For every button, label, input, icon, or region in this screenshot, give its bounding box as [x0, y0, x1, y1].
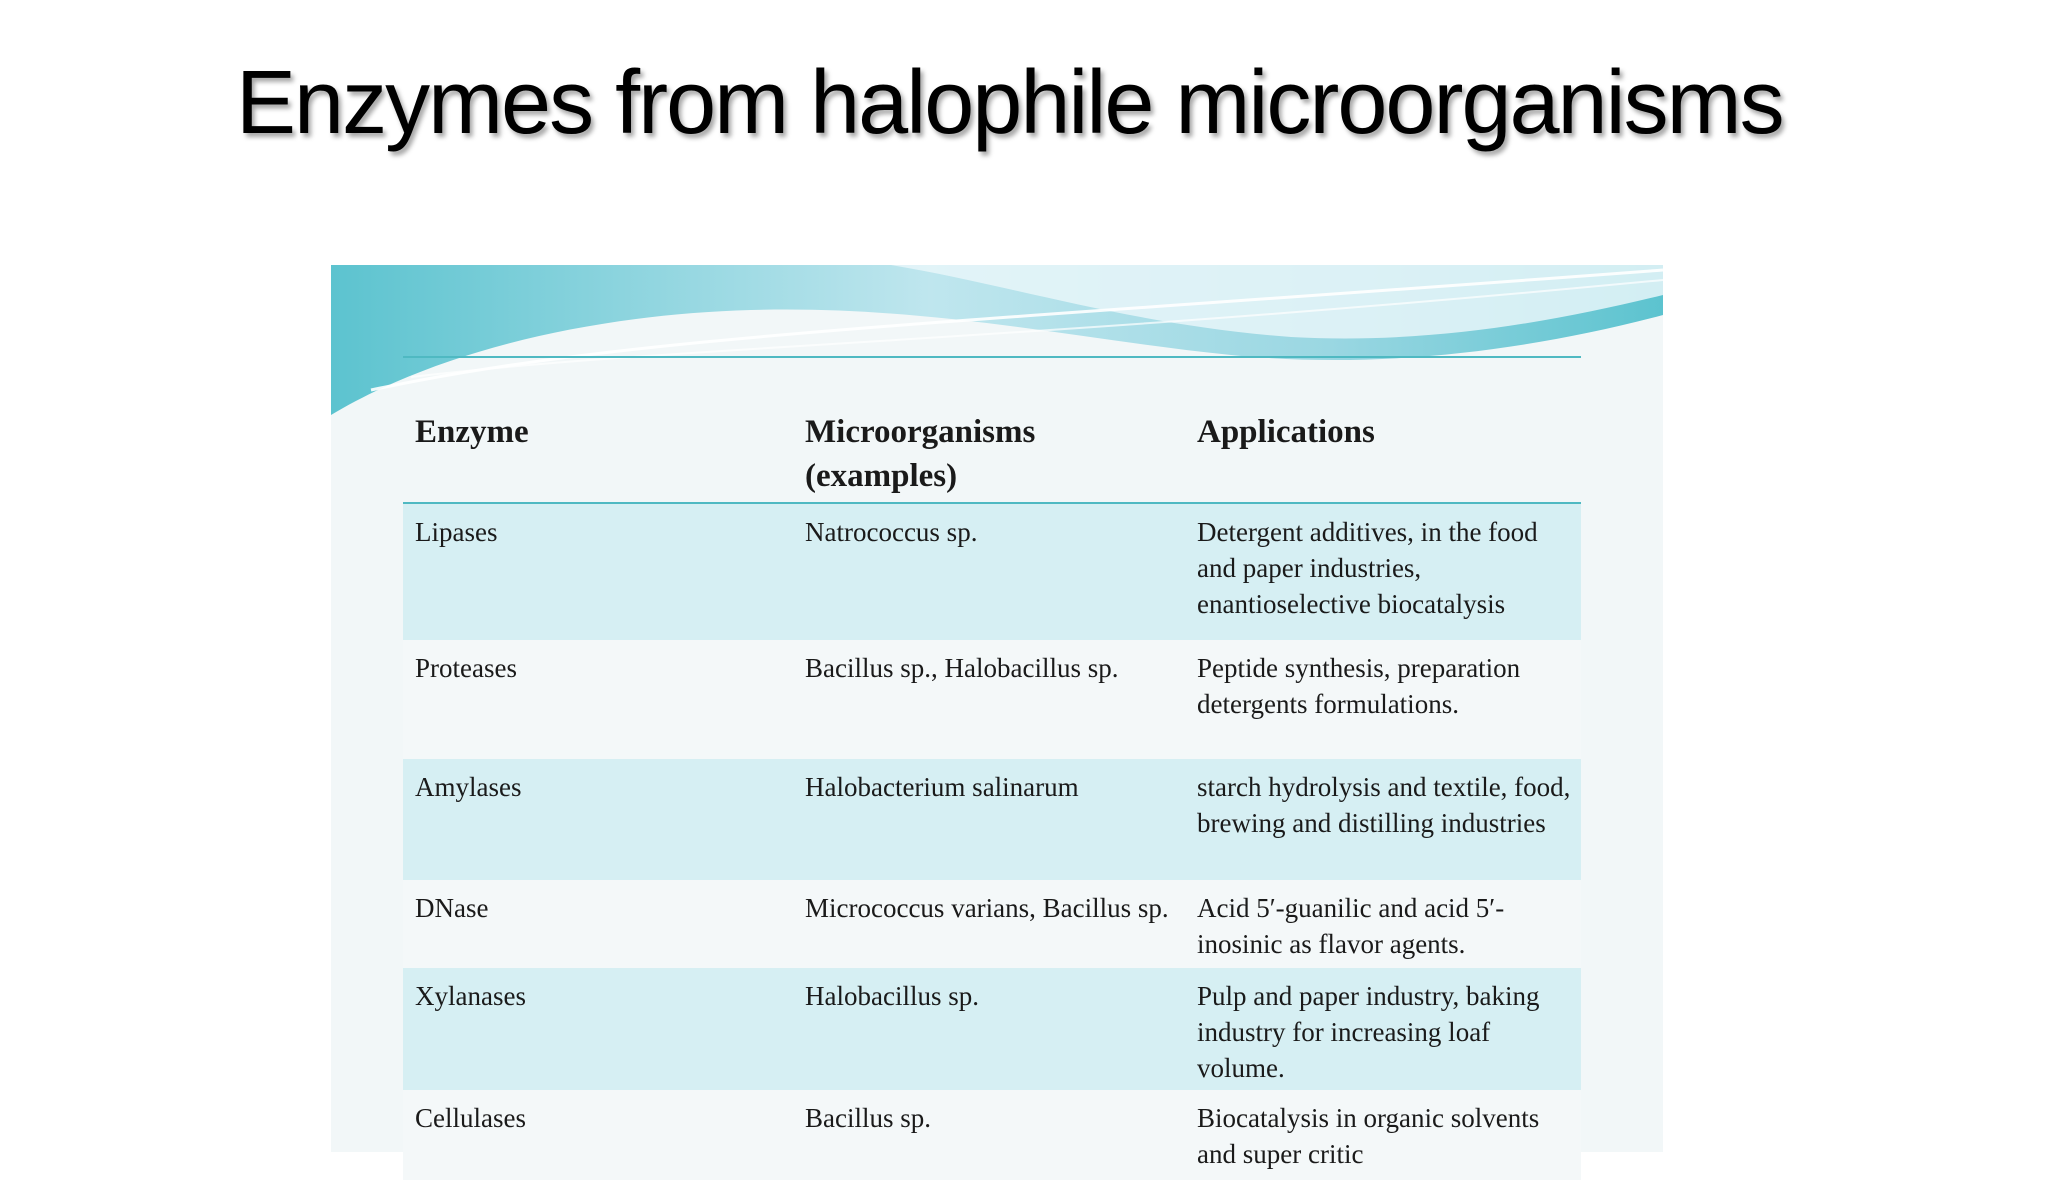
- cell-applications: starch hydrolysis and textile, food, brewing and distilling industries: [1185, 759, 1581, 880]
- cell-microorganisms: Halobacillus sp.: [793, 968, 1185, 1090]
- cell-applications: Biocatalysis in organic solvents and super critic: [1185, 1090, 1581, 1180]
- cell-microorganisms: Bacillus sp.: [793, 1090, 1185, 1180]
- table-row: [403, 1090, 1581, 1180]
- cell-enzyme: Cellulases: [403, 1090, 793, 1180]
- enzyme-table-image: [331, 265, 1663, 1169]
- cell-applications: Peptide synthesis, preparation detergents formulations.: [1185, 640, 1581, 759]
- header-applications: Applications: [1185, 400, 1581, 503]
- table-header-row: [403, 400, 1581, 503]
- enzyme-table: [403, 400, 1581, 1180]
- header-enzyme: Enzyme: [403, 400, 793, 503]
- cell-applications: Acid 5′-guanilic and acid 5′-inosinic as flavor agents.: [1185, 880, 1581, 968]
- cell-enzyme: Amylases: [403, 759, 793, 880]
- cell-enzyme: Xylanases: [403, 968, 793, 1090]
- cell-applications: Detergent additives, in the food and paper industries, enantioselective biocatalysis: [1185, 503, 1581, 640]
- table-row: [403, 759, 1581, 880]
- table-row: [403, 968, 1581, 1090]
- table-row: [403, 880, 1581, 968]
- cell-enzyme: DNase: [403, 880, 793, 968]
- cell-microorganisms: Micrococcus varians, Bacillus sp.: [793, 880, 1185, 968]
- cell-applications: Pulp and paper industry, baking industry for increasing loaf volume.: [1185, 968, 1581, 1090]
- decorative-wave: [331, 265, 1663, 415]
- cell-enzyme: Proteases: [403, 640, 793, 759]
- header-microorganisms: Microorganisms (examples): [793, 400, 1185, 503]
- cell-microorganisms: Natrococcus sp.: [793, 503, 1185, 640]
- cell-microorganisms: Bacillus sp., Halobacillus sp.: [793, 640, 1185, 759]
- cell-microorganisms: Halobacterium salinarum: [793, 759, 1185, 880]
- slide-title: Enzymes from halophile microorganisms: [236, 53, 1783, 153]
- table-row: [403, 640, 1581, 759]
- cell-enzyme: Lipases: [403, 503, 793, 640]
- table-row: [403, 503, 1581, 640]
